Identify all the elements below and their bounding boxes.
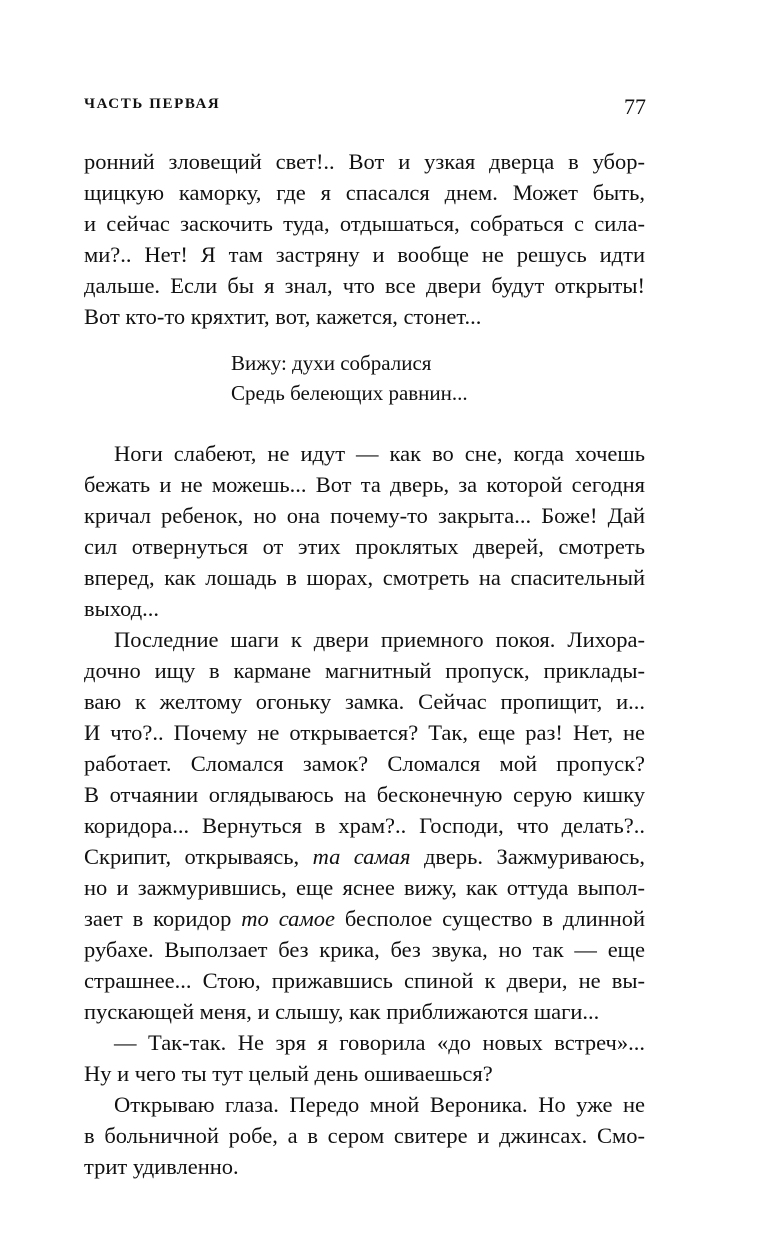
text-line: Последние шаги к двери приемного покоя. Лихора- bbox=[114, 627, 645, 652]
text-line: И что?.. Почему не открывается? Так, еще раз! Нет, не bbox=[84, 720, 645, 745]
italic-phrase: то самое bbox=[241, 906, 335, 931]
text-line: Вот кто-то кряхтит, вот, кажется, стонет... bbox=[84, 304, 482, 329]
text-line bbox=[84, 903, 645, 934]
italic-phrase: та самая bbox=[312, 844, 411, 869]
text-line: Открываю глаза. Передо мной Вероника. Но уже не bbox=[114, 1092, 645, 1117]
text-line: рубахе. Выползает без крика, без звука, но так — еще bbox=[84, 937, 645, 962]
text-line: щицкую каморку, где я спасался днем. Может быть, bbox=[84, 180, 645, 205]
text-line: страшнее... Стою, прижавшись спиной к двери, не вы- bbox=[84, 968, 645, 993]
text-line: бежать и не можешь... Вот та дверь, за которой сегодня bbox=[84, 472, 645, 497]
text-line: Ноги слабеют, не идут — как во сне, когда хочешь bbox=[114, 441, 645, 466]
dialogue-line: — Так-так. Не зря я говорила «до новых встреч»... bbox=[114, 1030, 645, 1055]
text-segment: бесполое существо в длинной bbox=[344, 906, 646, 931]
text-line: кричал ребенок, но она почему-то закрыта... Боже! Дай bbox=[84, 503, 645, 528]
text-line: В отчаянии оглядываюсь на бесконечную серую кишку bbox=[84, 782, 645, 807]
text-line: дочно ищу в кармане магнитный пропуск, приклады- bbox=[84, 658, 645, 683]
verse-line: Вижу: духи собралися bbox=[231, 351, 432, 375]
text-line: дальше. Если бы я знал, что все двери будут открыты! bbox=[84, 273, 645, 298]
text-line: ми?.. Нет! Я там застряну и вообще не решусь идти bbox=[84, 242, 645, 267]
text-line: трит удивленно. bbox=[84, 1154, 239, 1179]
text-line: выход... bbox=[84, 596, 160, 621]
text-line: ваю к желтому огоньку замка. Сейчас пропищит, и... bbox=[84, 689, 645, 714]
text-segment: Скрипит, открываясь, bbox=[84, 844, 300, 869]
text-line: сил отвернуться от этих проклятых дверей, смотреть bbox=[84, 534, 645, 559]
text-line: и сейчас заскочить туда, отдышаться, собраться с сила- bbox=[84, 211, 645, 236]
text-line: вперед, как лошадь в шорах, смотреть на спасительный bbox=[84, 565, 645, 590]
page-number: 77 bbox=[624, 94, 646, 119]
text-segment: дверь. Зажмуриваюсь, bbox=[423, 844, 646, 869]
text-line: ронний зловещий свет!.. Вот и узкая дверца в убор- bbox=[84, 149, 645, 174]
text-line bbox=[84, 841, 645, 872]
running-title: ЧАСТЬ ПЕРВАЯ bbox=[84, 96, 221, 112]
dialogue-line: Ну и чего ты тут целый день ошиваешься? bbox=[84, 1061, 493, 1086]
text-line: в больничной робе, а в сером свитере и джинсах. Смо- bbox=[84, 1123, 645, 1148]
text-line: но и зажмурившись, еще яснее вижу, как оттуда выпол- bbox=[84, 875, 645, 900]
text-line: пускающей меня, и слышу, как приближаются шаги... bbox=[84, 999, 600, 1024]
text-segment: зает в коридор bbox=[84, 906, 232, 931]
text-line: коридора... Вернуться в храм?.. Господи, что делать?.. bbox=[84, 813, 645, 838]
verse-line: Средь белеющих равнин... bbox=[231, 381, 468, 405]
text-line: работает. Сломался замок? Сломался мой пропуск? bbox=[84, 751, 645, 776]
